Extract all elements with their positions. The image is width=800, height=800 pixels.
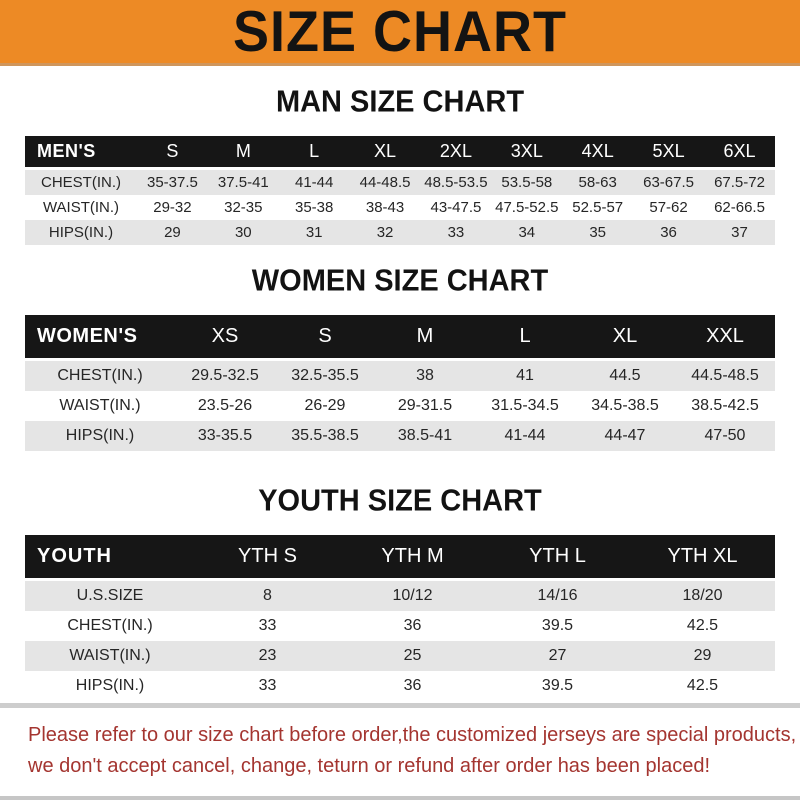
size-column-header: S	[275, 315, 375, 361]
size-value: 44.5-48.5	[675, 361, 775, 391]
size-table-header-row	[25, 315, 775, 361]
size-column-header: XS	[175, 315, 275, 361]
size-value: 30	[208, 220, 279, 245]
youth-size-table	[25, 535, 775, 701]
size-value: 33	[421, 220, 492, 245]
size-column-header: L	[475, 315, 575, 361]
size-value: 41	[475, 361, 575, 391]
size-value: 39.5	[485, 671, 630, 701]
size-column-header: 6XL	[704, 136, 775, 170]
row-label: WAIST(IN.)	[25, 391, 175, 421]
youth-section-heading: YOUTH SIZE CHART	[258, 484, 542, 518]
bottom-edge-strip	[0, 796, 800, 800]
size-value: 10/12	[340, 581, 485, 611]
size-value: 62-66.5	[704, 195, 775, 220]
measurement-row	[25, 641, 775, 671]
size-column-header: S	[137, 136, 208, 170]
size-column-header: 5XL	[633, 136, 704, 170]
size-value: 47.5-52.5	[491, 195, 562, 220]
table-title-cell: WOMEN'S	[25, 315, 175, 361]
row-label: HIPS(IN.)	[25, 421, 175, 451]
measurement-row	[25, 581, 775, 611]
size-value: 29	[630, 641, 775, 671]
row-label: HIPS(IN.)	[25, 220, 137, 245]
size-value: 29-31.5	[375, 391, 475, 421]
table-title-cell: YOUTH	[25, 535, 195, 581]
size-value: 35	[562, 220, 633, 245]
size-value: 29	[137, 220, 208, 245]
size-table-header-row	[25, 136, 775, 170]
order-disclaimer	[0, 720, 800, 782]
size-value: 34.5-38.5	[575, 391, 675, 421]
size-value: 42.5	[630, 611, 775, 641]
size-column-header: L	[279, 136, 350, 170]
measurement-row	[25, 391, 775, 421]
size-value: 18/20	[630, 581, 775, 611]
measurement-row	[25, 671, 775, 701]
disclaimer-line-2: we don't accept cancel, change, teturn or refund after order has been placed!	[28, 755, 711, 777]
measurement-row	[25, 170, 775, 195]
size-value: 27	[485, 641, 630, 671]
size-value: 14/16	[485, 581, 630, 611]
size-value: 38.5-41	[375, 421, 475, 451]
size-column-header: YTH L	[485, 535, 630, 581]
row-label: CHEST(IN.)	[25, 611, 195, 641]
size-value: 38	[375, 361, 475, 391]
size-value: 36	[340, 671, 485, 701]
size-value: 23.5-26	[175, 391, 275, 421]
size-value: 44-48.5	[350, 170, 421, 195]
size-value: 29-32	[137, 195, 208, 220]
size-value: 35-37.5	[137, 170, 208, 195]
size-value: 33	[195, 611, 340, 641]
size-value: 35-38	[279, 195, 350, 220]
size-column-header: M	[375, 315, 475, 361]
size-column-header: M	[208, 136, 279, 170]
row-label: CHEST(IN.)	[25, 170, 137, 195]
table-title-cell: MEN'S	[25, 136, 137, 170]
row-label: U.S.SIZE	[25, 581, 195, 611]
size-value: 44-47	[575, 421, 675, 451]
size-value: 44.5	[575, 361, 675, 391]
size-value: 38.5-42.5	[675, 391, 775, 421]
women-section-heading: WOMEN SIZE CHART	[251, 264, 549, 298]
size-value: 36	[633, 220, 704, 245]
size-value: 48.5-53.5	[421, 170, 492, 195]
size-value: 32	[350, 220, 421, 245]
size-value: 43-47.5	[421, 195, 492, 220]
size-chart-banner	[0, 0, 800, 66]
size-value: 39.5	[485, 611, 630, 641]
size-value: 32-35	[208, 195, 279, 220]
men-size-table	[25, 136, 775, 245]
size-value: 41-44	[475, 421, 575, 451]
size-value: 29.5-32.5	[175, 361, 275, 391]
size-table-header-row	[25, 535, 775, 581]
size-value: 57-62	[633, 195, 704, 220]
size-value: 47-50	[675, 421, 775, 451]
size-value: 26-29	[275, 391, 375, 421]
size-value: 58-63	[562, 170, 633, 195]
measurement-row	[25, 195, 775, 220]
size-value: 42.5	[630, 671, 775, 701]
size-value: 31	[279, 220, 350, 245]
size-value: 23	[195, 641, 340, 671]
row-label: WAIST(IN.)	[25, 641, 195, 671]
row-label: CHEST(IN.)	[25, 361, 175, 391]
measurement-row	[25, 421, 775, 451]
size-value: 67.5-72	[704, 170, 775, 195]
size-value: 35.5-38.5	[275, 421, 375, 451]
measurement-row	[25, 220, 775, 245]
size-column-header: XL	[350, 136, 421, 170]
size-value: 37.5-41	[208, 170, 279, 195]
row-label: HIPS(IN.)	[25, 671, 195, 701]
size-value: 31.5-34.5	[475, 391, 575, 421]
size-value: 8	[195, 581, 340, 611]
size-value: 37	[704, 220, 775, 245]
size-value: 34	[491, 220, 562, 245]
measurement-row	[25, 361, 775, 391]
size-value: 32.5-35.5	[275, 361, 375, 391]
size-column-header: 2XL	[421, 136, 492, 170]
size-value: 63-67.5	[633, 170, 704, 195]
size-column-header: YTH M	[340, 535, 485, 581]
row-label: WAIST(IN.)	[25, 195, 137, 220]
size-column-header: XXL	[675, 315, 775, 361]
size-value: 41-44	[279, 170, 350, 195]
women-size-table	[25, 315, 775, 451]
size-column-header: 3XL	[491, 136, 562, 170]
size-value: 25	[340, 641, 485, 671]
banner-title: SIZE CHART	[233, 0, 567, 64]
size-column-header: YTH XL	[630, 535, 775, 581]
size-value: 38-43	[350, 195, 421, 220]
disclaimer-line-1: Please refer to our size chart before order,the customized jerseys are special products,	[28, 724, 797, 746]
size-value: 36	[340, 611, 485, 641]
size-value: 33	[195, 671, 340, 701]
men-section-heading: MAN SIZE CHART	[275, 85, 525, 119]
size-value: 53.5-58	[491, 170, 562, 195]
size-column-header: 4XL	[562, 136, 633, 170]
size-column-header: YTH S	[195, 535, 340, 581]
size-value: 52.5-57	[562, 195, 633, 220]
measurement-row	[25, 611, 775, 641]
table-bottom-divider	[0, 703, 800, 708]
size-column-header: XL	[575, 315, 675, 361]
size-value: 33-35.5	[175, 421, 275, 451]
